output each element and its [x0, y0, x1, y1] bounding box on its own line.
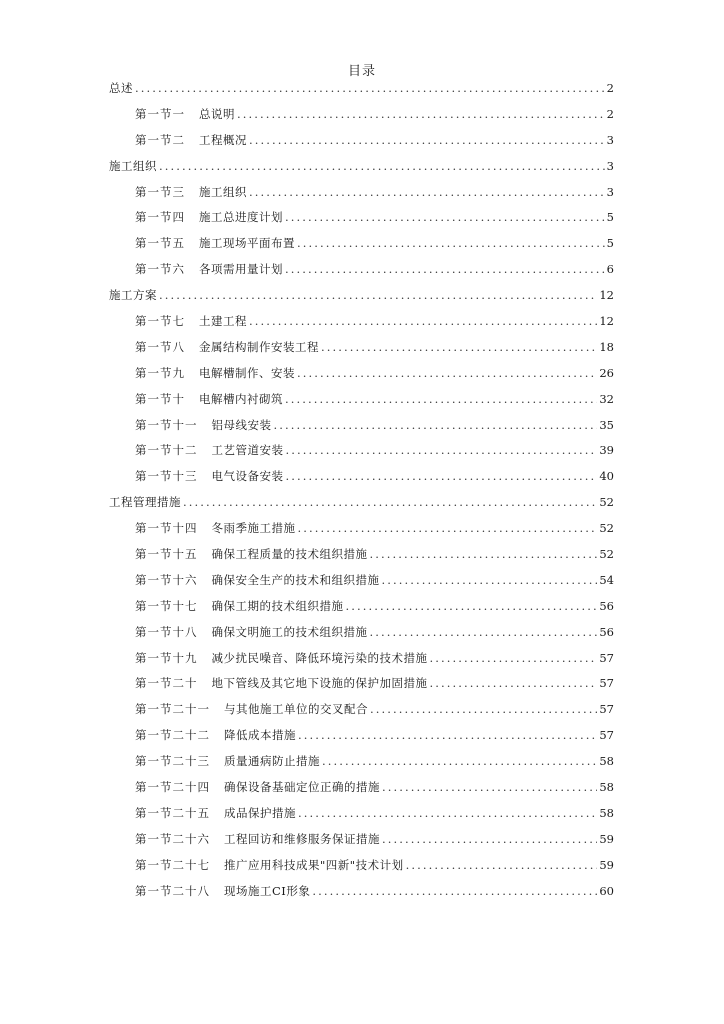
toc-dot-leader	[370, 697, 597, 723]
toc-page-number: 5	[606, 236, 614, 251]
toc-section-entry[interactable]	[109, 568, 614, 594]
toc-entry-title: 降低成本措施	[224, 728, 296, 743]
toc-section-entry[interactable]	[109, 801, 614, 827]
toc-entry-title: 工艺管道安装	[211, 443, 284, 458]
toc-page-number: 12	[599, 314, 614, 329]
toc-entry-title: 冬雨季施工措施	[211, 521, 296, 536]
toc-entry-number: 第一节八	[135, 339, 185, 354]
toc-page-number: 58	[599, 754, 614, 769]
toc-page-number: 52	[599, 495, 614, 510]
toc-dot-leader	[382, 827, 597, 853]
toc-dot-leader	[297, 231, 605, 257]
toc-entry-number: 第一节一	[135, 106, 185, 121]
toc-entry-number: 第一节二十八	[135, 883, 210, 898]
toc-entry-number: 第一节二十四	[135, 780, 210, 795]
toc-entry-title: 电解槽制作、安装	[199, 365, 295, 380]
toc-entry-number: 第一节十四	[135, 521, 198, 536]
toc-dot-leader	[249, 128, 605, 154]
toc-entry-number: 第一节五	[135, 236, 185, 251]
toc-page-number: 60	[599, 883, 614, 898]
toc-entry-number: 第一节九	[135, 365, 185, 380]
toc-entry-title: 工程管理措施	[109, 495, 181, 510]
toc-dot-leader	[346, 594, 598, 620]
toc-page-number: 57	[599, 702, 614, 717]
toc-entry-number: 第一节七	[135, 314, 185, 329]
toc-section-entry[interactable]	[109, 438, 614, 464]
toc-entry-title: 施工组织	[199, 184, 247, 199]
toc-section-entry[interactable]	[109, 723, 614, 749]
toc-dot-leader	[312, 879, 597, 905]
toc-entry-title: 质量通病防止措施	[224, 754, 320, 769]
toc-section-entry[interactable]	[109, 775, 614, 801]
toc-entry-title: 工程回访和维修服务保证措施	[224, 831, 380, 846]
toc-section-entry[interactable]	[109, 620, 614, 646]
toc-entry-title: 成品保护措施	[224, 805, 296, 820]
toc-page-number: 3	[606, 184, 614, 199]
toc-page-number: 3	[606, 158, 614, 173]
toc-dot-leader	[286, 464, 598, 490]
toc-page-number: 59	[599, 831, 614, 846]
toc-entry-number: 第一节六	[135, 262, 185, 277]
toc-entry-title: 施工现场平面布置	[199, 236, 295, 251]
toc-section-entry[interactable]	[109, 231, 614, 257]
toc-dot-leader	[297, 361, 597, 387]
toc-dot-leader	[370, 620, 598, 646]
toc-dot-leader	[406, 853, 598, 879]
toc-entry-number: 第一节二十六	[135, 831, 210, 846]
toc-dot-leader	[135, 76, 605, 102]
toc-entry-title: 现场施工CI形象	[224, 883, 311, 898]
toc-dot-leader	[159, 283, 597, 309]
toc-page-number: 52	[599, 521, 614, 536]
toc-section-entry[interactable]	[109, 361, 614, 387]
toc-dot-leader	[430, 646, 598, 672]
toc-dot-leader	[285, 205, 605, 231]
toc-entry-title: 确保工期的技术组织措施	[211, 598, 344, 613]
toc-entry-title: 施工方案	[109, 288, 157, 303]
toc-section-entry[interactable]	[109, 335, 614, 361]
toc-entry-title: 施工总进度计划	[199, 210, 283, 225]
toc-entry-title: 土建工程	[199, 314, 247, 329]
toc-section-entry[interactable]	[109, 128, 614, 154]
toc-dot-leader	[249, 180, 605, 206]
toc-entry-title: 施工组织	[109, 158, 157, 173]
toc-dot-leader	[286, 438, 598, 464]
toc-entry-title: 总述	[109, 81, 133, 95]
toc-page-number: 58	[599, 780, 614, 795]
toc-dot-leader	[370, 542, 598, 568]
toc-page-number: 39	[599, 443, 614, 458]
toc-entry-title: 确保设备基础定位正确的措施	[224, 780, 380, 795]
toc-section-entry[interactable]	[109, 464, 614, 490]
toc-section-entry[interactable]	[109, 646, 614, 672]
toc-entry-number: 第一节二十	[135, 676, 198, 691]
toc-entry-title: 减少扰民噪音、降低环境污染的技术措施	[211, 650, 428, 665]
toc-page-number: 12	[599, 288, 614, 303]
toc-page-number: 40	[599, 469, 614, 484]
toc-page-number: 54	[599, 572, 614, 587]
toc-entry-title: 电气设备安装	[211, 469, 284, 484]
toc-dot-leader	[183, 490, 597, 516]
toc-dot-leader	[298, 801, 597, 827]
toc-section-entry[interactable]	[109, 257, 614, 283]
toc-entry-title: 确保安全生产的技术和组织措施	[211, 572, 380, 587]
toc-entry-number: 第一节十六	[135, 572, 198, 587]
toc-entry-number: 第一节二	[135, 132, 185, 147]
toc-section-entry[interactable]	[109, 309, 614, 335]
toc-entry-number: 第一节十三	[135, 469, 198, 484]
toc-section-entry[interactable]	[109, 387, 614, 413]
toc-entry-title: 总说明	[199, 106, 235, 121]
toc-entry-title: 确保工程质量的技术组织措施	[211, 547, 368, 562]
toc-title: 目录	[347, 64, 376, 79]
toc-entry-number: 第一节三	[135, 184, 185, 199]
toc-dot-leader	[159, 154, 605, 180]
toc-entry-number: 第一节十五	[135, 547, 198, 562]
toc-entry-number: 第一节十八	[135, 624, 198, 639]
table-of-contents	[109, 76, 614, 905]
toc-entry-number: 第一节十	[135, 391, 185, 406]
toc-entry-title: 确保文明施工的技术组织措施	[211, 624, 368, 639]
toc-section-entry[interactable]	[109, 516, 614, 542]
toc-section-entry[interactable]	[109, 542, 614, 568]
toc-section-entry[interactable]	[109, 749, 614, 775]
toc-page-number: 18	[599, 339, 614, 354]
toc-chapter-entry[interactable]	[109, 76, 614, 102]
toc-entry-title: 铝母线安装	[211, 417, 272, 432]
toc-section-entry[interactable]	[109, 879, 614, 905]
toc-chapter-entry[interactable]	[109, 490, 614, 516]
toc-section-entry[interactable]	[109, 853, 614, 879]
toc-entry-title: 工程概况	[199, 132, 247, 147]
toc-section-entry[interactable]	[109, 827, 614, 853]
toc-entry-title: 金属结构制作安装工程	[199, 339, 319, 354]
toc-entry-number: 第一节十二	[135, 443, 198, 458]
toc-entry-number: 第一节十一	[135, 417, 198, 432]
toc-section-entry[interactable]	[109, 671, 614, 697]
toc-page-number: 6	[606, 262, 614, 277]
toc-dot-leader	[285, 257, 605, 283]
toc-dot-leader	[298, 723, 597, 749]
toc-entry-title: 与其他施工单位的交叉配合	[224, 702, 368, 717]
toc-entry-title: 电解槽内衬砌筑	[199, 391, 283, 406]
toc-page-number: 59	[599, 857, 614, 872]
toc-page-number: 5	[606, 210, 614, 225]
toc-page-number: 3	[606, 132, 614, 147]
toc-page-number: 57	[599, 650, 614, 665]
toc-section-entry[interactable]	[109, 102, 614, 128]
toc-page-number: 26	[599, 365, 614, 380]
toc-entry-number: 第一节十九	[135, 650, 198, 665]
toc-dot-leader	[322, 749, 597, 775]
toc-page-number: 2	[606, 81, 614, 95]
toc-entry-number: 第一节四	[135, 210, 185, 225]
toc-entry-number: 第一节二十一	[135, 702, 210, 717]
toc-page-number: 52	[599, 547, 614, 562]
toc-page-number: 32	[599, 391, 614, 406]
toc-entry-number: 第一节十七	[135, 598, 198, 613]
toc-dot-leader	[285, 387, 597, 413]
toc-page-number: 2	[606, 106, 614, 121]
toc-dot-leader	[321, 335, 597, 361]
toc-chapter-entry[interactable]	[109, 283, 614, 309]
toc-page-number: 57	[599, 728, 614, 743]
toc-entry-number: 第一节二十三	[135, 754, 210, 769]
toc-section-entry[interactable]	[109, 594, 614, 620]
toc-dot-leader	[430, 671, 598, 697]
toc-page-number: 56	[599, 598, 614, 613]
toc-section-entry[interactable]	[109, 205, 614, 231]
toc-dot-leader	[382, 775, 597, 801]
toc-dot-leader	[249, 309, 597, 335]
toc-section-entry[interactable]	[109, 697, 614, 723]
toc-dot-leader	[274, 413, 598, 439]
toc-page-number: 56	[599, 624, 614, 639]
toc-section-entry[interactable]	[109, 180, 614, 206]
toc-chapter-entry[interactable]	[109, 154, 614, 180]
toc-dot-leader	[298, 516, 598, 542]
toc-page-number: 35	[599, 417, 614, 432]
toc-entry-number: 第一节二十七	[135, 857, 210, 872]
toc-dot-leader	[382, 568, 598, 594]
toc-page-number: 58	[599, 805, 614, 820]
toc-entry-number: 第一节二十五	[135, 805, 210, 820]
toc-dot-leader	[237, 102, 605, 128]
toc-entry-title: 地下管线及其它地下设施的保护加固措施	[211, 676, 428, 691]
toc-page-number: 57	[599, 676, 614, 691]
toc-entry-title: 推广应用科技成果"四新"技术计划	[224, 857, 404, 872]
toc-entry-number: 第一节二十二	[135, 728, 210, 743]
toc-section-entry[interactable]	[109, 413, 614, 439]
toc-entry-title: 各项需用量计划	[199, 262, 283, 277]
